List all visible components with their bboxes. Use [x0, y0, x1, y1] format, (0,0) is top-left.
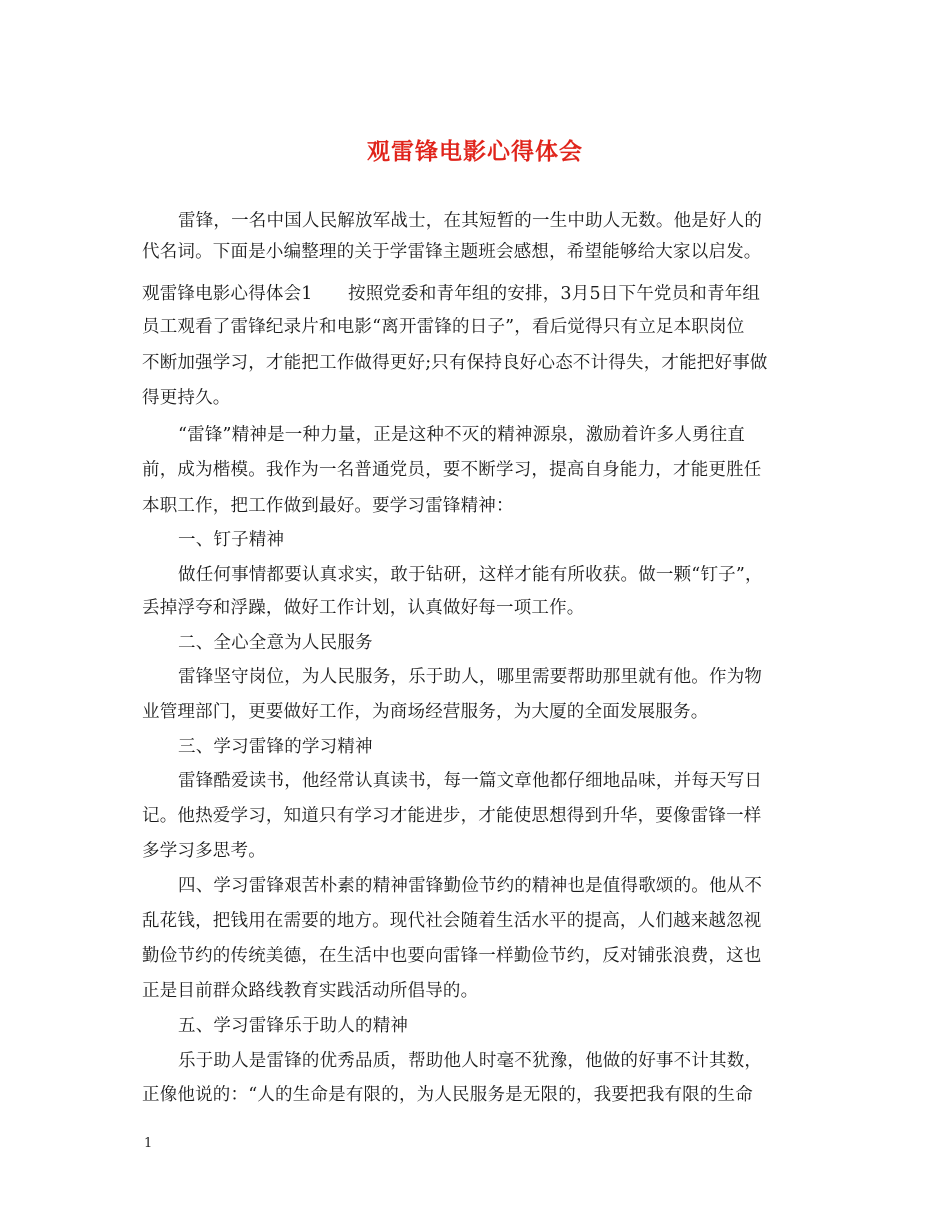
body-line: 雷锋，一名中国人民解放军战士，在其短暂的一生中助人无数。他是好人的 — [178, 211, 763, 231]
body-line: 雷锋酷爱读书，他经常认真读书，每一篇文章他都仔细地品味，并每天写日 — [178, 771, 763, 791]
body-line: 正是目前群众路线教育实践活动所倡导的。 — [142, 981, 479, 1001]
body-line: 正像他说的：“人的生命是有限的，为人民服务是无限的，我要把我有限的生命 — [142, 1085, 753, 1105]
document-title: 观雷锋电影心得体会 — [367, 138, 583, 165]
body-line: 前，成为楷模。我作为一名普通党员，要不断学习，提高自身能力，才能更胜任 — [142, 460, 762, 480]
body-line: 业管理部门，更要做好工作，为商场经营服务，为大厦的全面发展服务。 — [142, 702, 709, 722]
body-line: 多学习多思考。 — [142, 841, 266, 861]
body-line: 雷锋坚守岗位，为人民服务，乐于助人，哪里需要帮助那里就有他。作为物 — [178, 667, 763, 687]
section-heading: 二、全心全意为人民服务 — [178, 633, 373, 653]
body-line: 做任何事情都要认真求实，敢于钻研，这样才能有所收获。做一颗“钉子”， — [178, 565, 763, 585]
body-line: 得更持久。 — [142, 388, 231, 408]
page-number: 1 — [144, 1136, 153, 1151]
body-line: 本职工作，把工作做到最好。要学习雷锋精神： — [142, 496, 514, 516]
body-line: 记。他热爱学习，知道只有学习才能进步，才能使思想得到升华，要像雷锋一样 — [142, 806, 762, 826]
body-line: 观雷锋电影心得体会1 按照党委和青年组的安排，3月5日下午党员和青年组 — [142, 284, 761, 304]
body-line: 乐于助人是雷锋的优秀品质，帮助他人时毫不犹豫，他做的好事不计其数， — [178, 1051, 763, 1071]
body-line: 乱花钱，把钱用在需要的地方。现代社会随着生活水平的提高，人们越来越忽视 — [142, 911, 762, 931]
body-line: 不断加强学习，才能把工作做得更好;只有保持良好心态不计得失，才能把好事做 — [142, 353, 768, 373]
body-line: 代名词。下面是小编整理的关于学雷锋主题班会感想，希望能够给大家以启发。 — [142, 242, 762, 262]
body-line: “雷锋”精神是一种力量，正是这种不灭的精神源泉，激励着许多人勇往直 — [178, 425, 745, 445]
body-line: 丢掉浮夸和浮躁，做好工作计划，认真做好每一项工作。 — [142, 598, 585, 618]
body-line: 勤俭节约的传统美德，在生活中也要向雷锋一样勤俭节约，反对铺张浪费，这也 — [142, 946, 762, 966]
body-line: 员工观看了雷锋纪录片和电影“离开雷锋的日子”，看后觉得只有立足本职岗位 — [142, 317, 745, 337]
section-heading: 三、学习雷锋的学习精神 — [178, 737, 373, 757]
section-heading: 一、钉子精神 — [178, 530, 285, 550]
section-heading: 四、学习雷锋艰苦朴素的精神雷锋勤俭节约的精神也是值得歌颂的。他从不 — [178, 876, 763, 896]
section-heading: 五、学习雷锋乐于助人的精神 — [178, 1016, 409, 1036]
